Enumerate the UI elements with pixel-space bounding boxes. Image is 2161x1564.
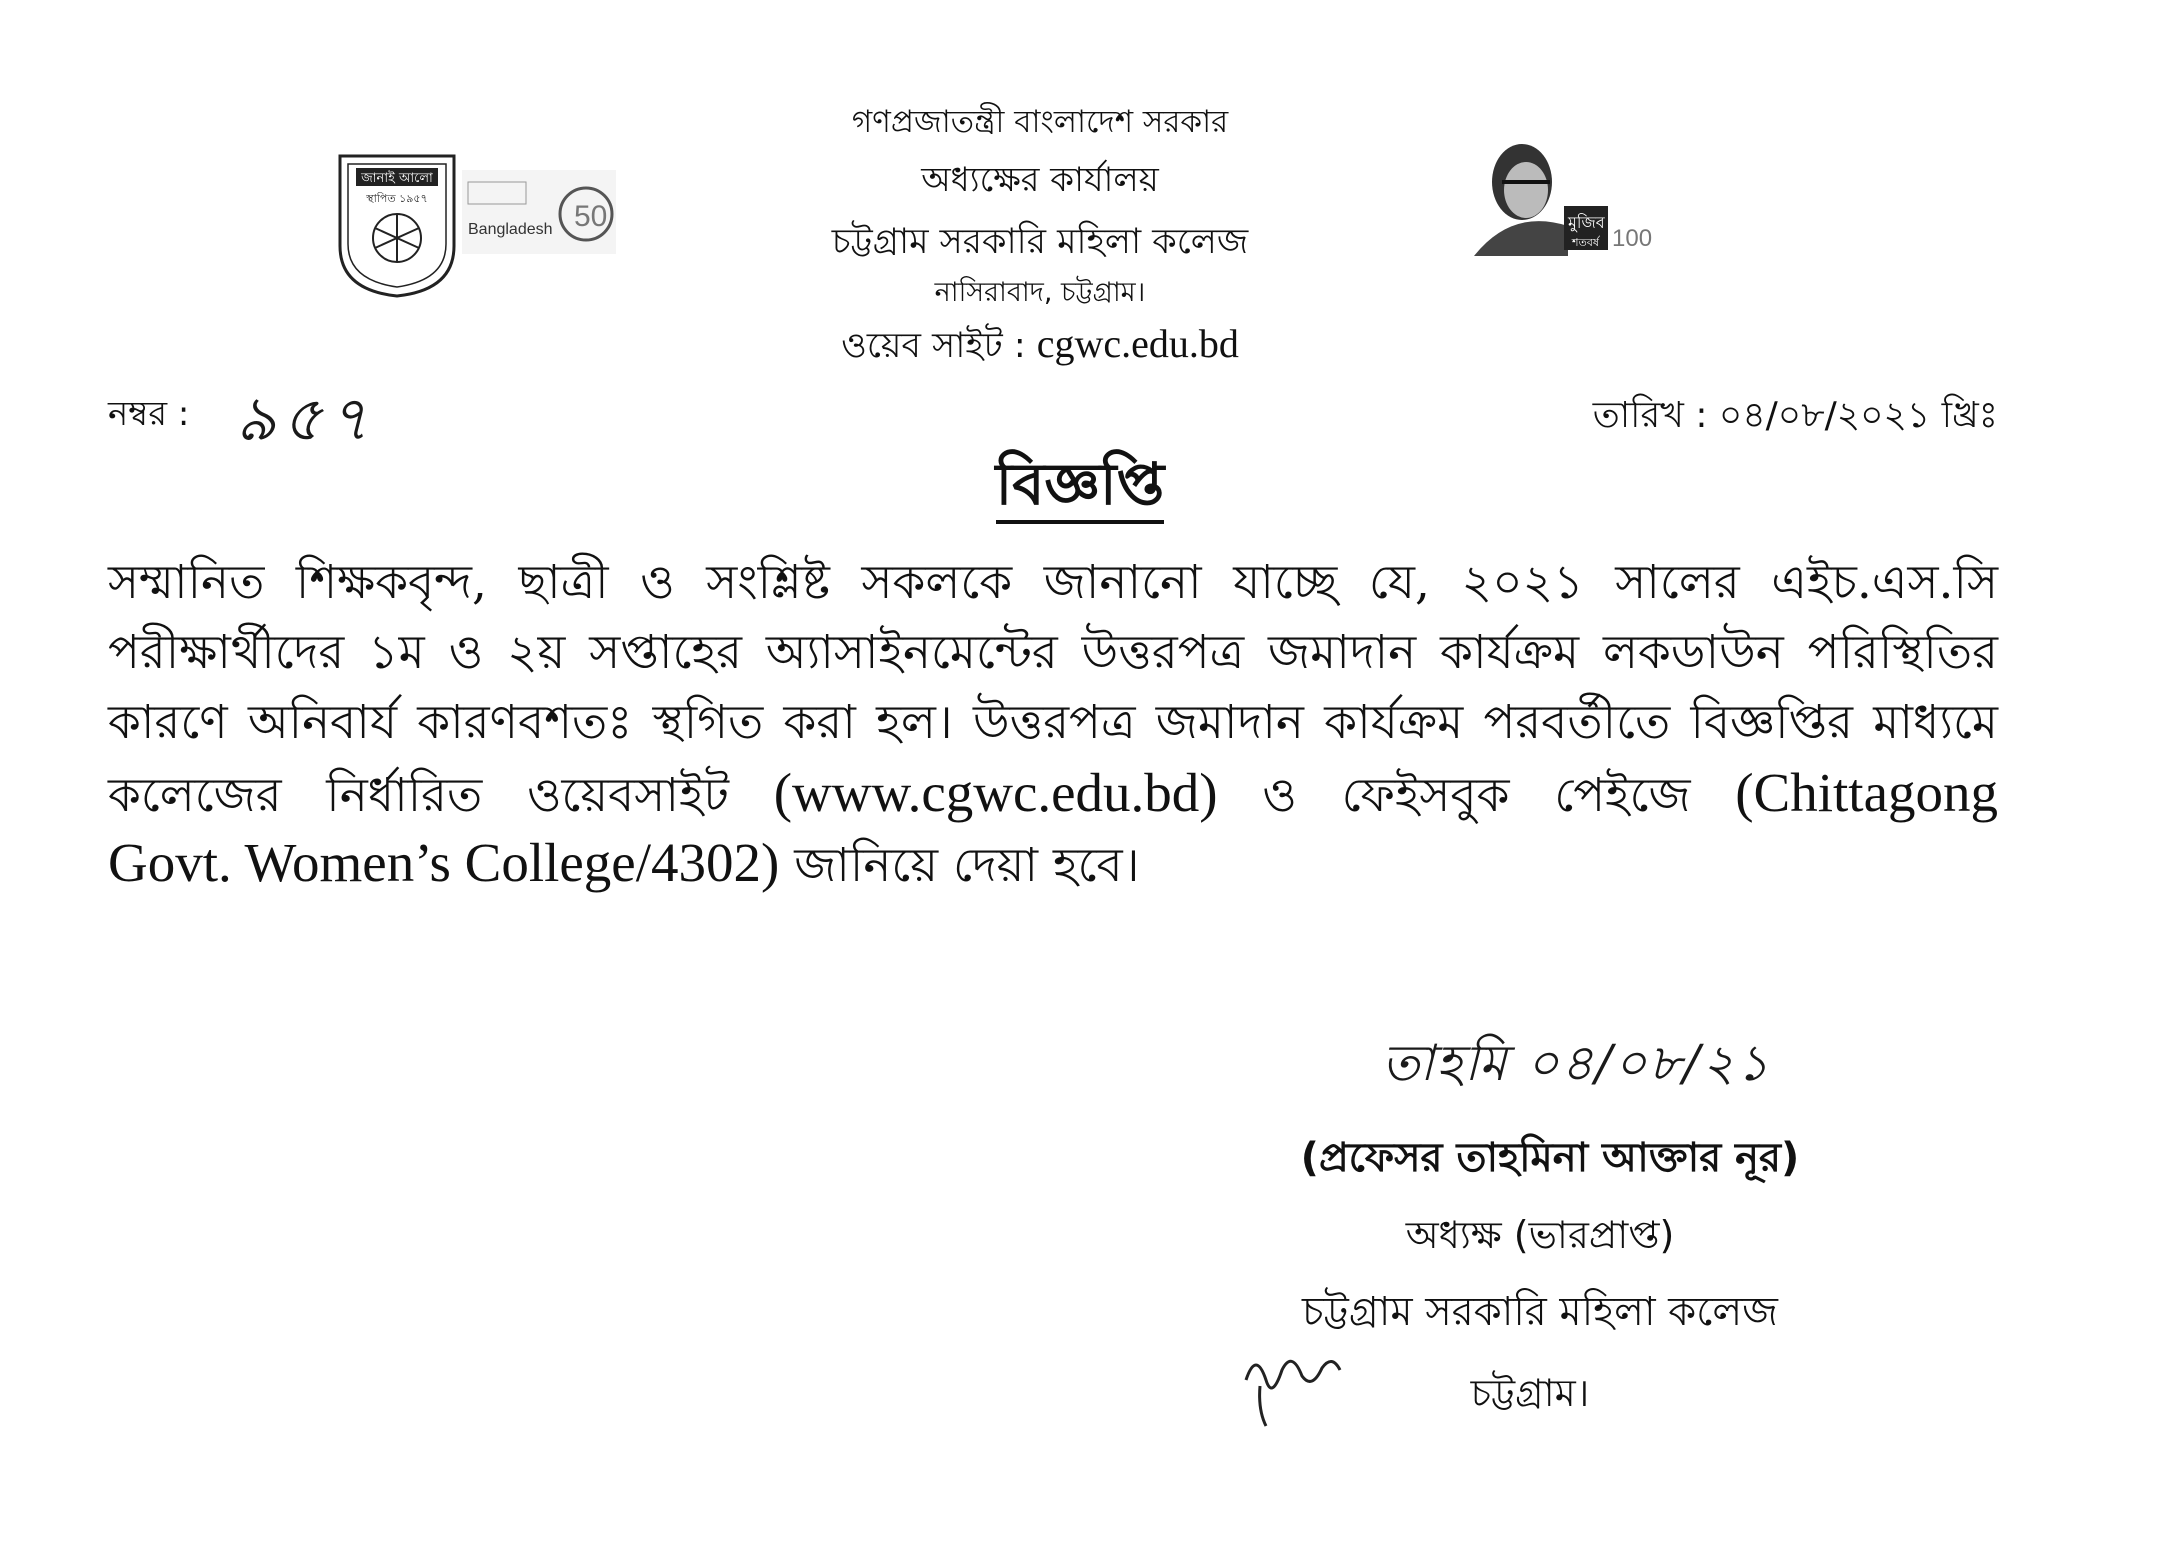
svg-text:50: 50 [574,200,608,233]
body-line-1: সম্মানিত শিক্ষকবৃন্দ, ছাত্রী ও সংশ্লিষ্ট সকলকে জানানো যাচ্ছে যে, ২০২১ সালের এইচ.এস.সি [108,555,1998,610]
initial-mark [1236,1340,1356,1430]
body-line-4-part-c: ও ফেইসবুক পেইজে [1217,768,1736,823]
body-line-5-part-b: জানিয়ে দেয়া হবে। [779,838,1140,893]
signatory-name: (প্রফেসর তাহমিনা আক্তার নূর) [1300,1135,1800,1181]
notice-date: তারিখ : ০৪/০৮/২০২১ খ্রিঃ [1592,395,1998,436]
address-line: নাসিরাবাদ, চট্টগ্রাম। [934,277,1146,308]
government-heading: গণপ্রজাতন্ত্রী বাংলাদেশ সরকার [851,104,1229,140]
mujib-centenary-logo [1472,130,1672,256]
college-heading: চট্টগ্রাম সরকারি মহিলা কলেজ [831,222,1249,262]
seal-year: স্থাপিত ১৯৫৭ [366,192,428,205]
facebook-page-end: Govt. Women’s College/4302) [108,832,780,893]
seal-motto: জানাই আলো [361,171,433,186]
bangladesh-50-logo [462,170,616,254]
body-line-3: কারণে অনিবার্য কারণবশতঃ স্থগিত করা হল। উত্তরপত্র জমাদান কার্যক্রম পরবর্তীতে বিজ্ঞপ্তির মাধ্যমে [108,695,1998,750]
body-line-4-part-a: কলেজের নির্ধারিত ওয়েবসাইট [108,768,774,823]
website-url: cgwc.edu.bd [1036,321,1239,366]
signatory-city: চট্টগ্রাম। [1470,1371,1590,1415]
facebook-page-start: (Chittagong [1735,762,1998,823]
college-seal-logo [334,150,460,300]
body-line-2: পরীক্ষার্থীদের ১ম ও ২য় সপ্তাহের অ্যাসাইনমেন্টের উত্তরপত্র জমাদান কার্যক্রম লকডাউন পরিস্থিতির [108,625,1998,680]
mujib-text: মুজিব [1568,213,1605,232]
memo-number-handwritten: ৯৫৭ [236,382,375,455]
notice-title [880,440,1280,537]
bangladesh-text: Bangladesh [468,221,553,238]
signatory-title: অধ্যক্ষ (ভারপ্রাপ্ত) [1405,1213,1675,1257]
website-line [780,318,1300,377]
body-line-4 [108,758,1998,828]
website-reference: (www.cgwc.edu.bd) [773,762,1218,823]
handwritten-signature: তাহমি ০৪/০৮/২১ [1382,1034,1771,1092]
mujib-subtext: শতবর্ষ [1572,236,1599,249]
website-label: ওয়েব সাইট : [841,326,1037,366]
mujib-100: 100 [1612,225,1653,252]
memo-number-label: নম্বর : [108,394,190,434]
signatory-college: চট্টগ্রাম সরকারি মহিলা কলেজ [1302,1289,1778,1335]
notice-title-text: বিজ্ঞপ্তি [996,450,1165,524]
body-line-5 [108,828,1998,898]
office-heading: অধ্যক্ষের কার্যালয় [921,160,1159,200]
notice-body [108,548,1998,898]
